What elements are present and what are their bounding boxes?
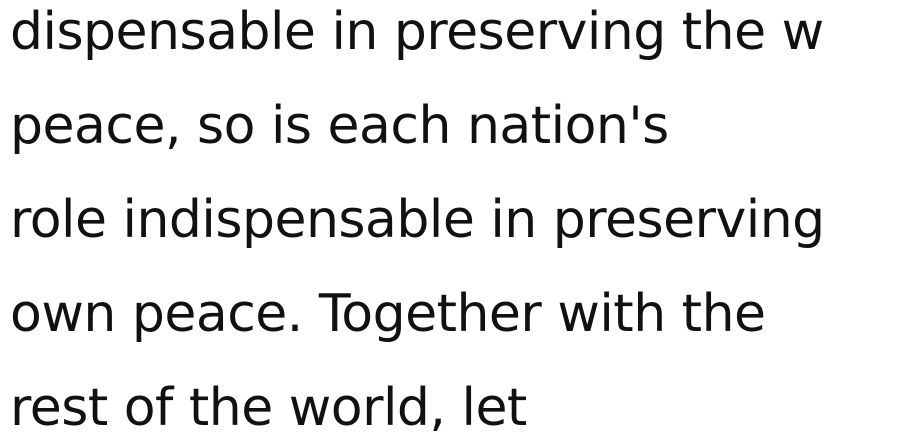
text-line-1: dispensable in preserving the w <box>10 2 824 62</box>
text-line-4: own peace. Together with the <box>10 284 766 344</box>
text-line-3: role indispensable in preserving <box>10 190 825 250</box>
text-line-2: peace, so is each nation's <box>10 96 669 156</box>
text-line-5: rest of the world, let <box>10 378 527 438</box>
